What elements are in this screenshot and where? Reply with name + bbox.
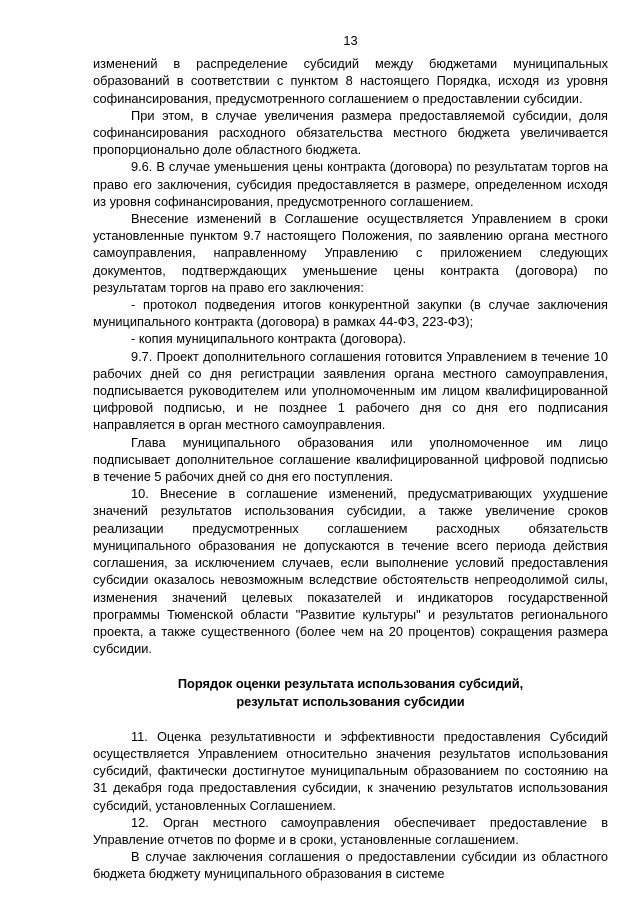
paragraph: Глава муниципального образования или уполномоченное им лицо подписывает дополнительное соглашение квалифицированной цифровой подписью в течение 5 рабочих дней со дня его поступления. [93,434,608,485]
paragraph: В случае заключения соглашения о предоставлении субсидии из областного бюджета бюджету муниципального образования в системе [93,849,608,882]
paragraph: изменений в распределение субсидий между бюджетами муниципальных образований в соответствии с пунктом 8 настоящего Порядка, исходя из уровня софинансирования, предусмотренного соглашением о предоставлении субсидии. [93,56,608,106]
page-number: 13 [343,33,358,48]
section-title [93,675,608,709]
paragraph: - копия муниципального контракта (договора). [131,331,407,347]
paragraph: 9.6. В случае уменьшения цены контракта (договора) по результатам торгов на право его заключения, субсидия предоставляется в размере, определенном исходя из уровня софинансирования, предусмотренного соглашением. [93,159,608,209]
paragraph: - протокол подведения итогов конкурентной закупки (в случае заключения муниципального контракта (договора) в рамках 44-ФЗ, 223-ФЗ); [93,297,608,330]
paragraph: 9.7. Проект дополнительного соглашения готовится Управлением в течение 10 рабочих дней со дня регистрации заявления органа местного самоуправления, подписывается руководителем или уполномоченным им лицом квалифицированной цифровой подписью, и не позднее 1 рабочего дня со дня его подписания направляется в орган местного самоуправления. [93,348,608,433]
paragraph: 12. Орган местного самоуправления обеспечивает предоставление в Управление отчетов по форме и в сроки, установленные соглашением. [93,814,608,847]
section-title-line: Порядок оценки результата использования субсидий, [177,676,524,692]
paragraph: При этом, в случае увеличения размера предоставляемой субсидии, доля софинансирования расходного обязательства местного бюджета увеличивается пропорционально доле областного бюджета. [93,107,608,158]
body-text-top [93,55,608,657]
paragraph: 10. Внесение в соглашение изменений, предусматривающих ухудшение значений результатов использования субсидии, а также увеличение сроков реализации предусмотренных соглашением расходных обязательств муниципального образования не допускаются в течение всего периода действия соглашения, за исключением случаев, если выполнение условий предоставления субсидии оказалось невозможным вследствие обстоятельств непреодолимой силы, изменения значений целевых показателей и индикаторов государственной программы Тюменской области "Развитие культуры" и результатов регионального проекта, а также существенного (более чем на 20 процентов) сокращения размера субсидии. [93,486,608,657]
section-title-line: результат использования субсидии [236,693,465,709]
paragraph: 11. Оценка результативности и эффективности предоставления Субсидий осуществляется Управлением относительно значения результатов использования субсидий, фактически достигнутое муниципальным образованием по состоянию на 31 декабря года предоставления субсидии, к значению результатов использования субсидий, установленных Соглашением. [93,728,608,813]
body-text-bottom [93,728,608,883]
paragraph: Внесение изменений в Соглашение осуществляется Управлением в сроки установленные пунктом 9.7 настоящего Положения, по заявлению органа местного самоуправления, направленному Управлению с приложением следующих документов, подтверждающих уменьшение цены контракта (договора) по результатам торгов на право его заключения: [93,211,608,295]
